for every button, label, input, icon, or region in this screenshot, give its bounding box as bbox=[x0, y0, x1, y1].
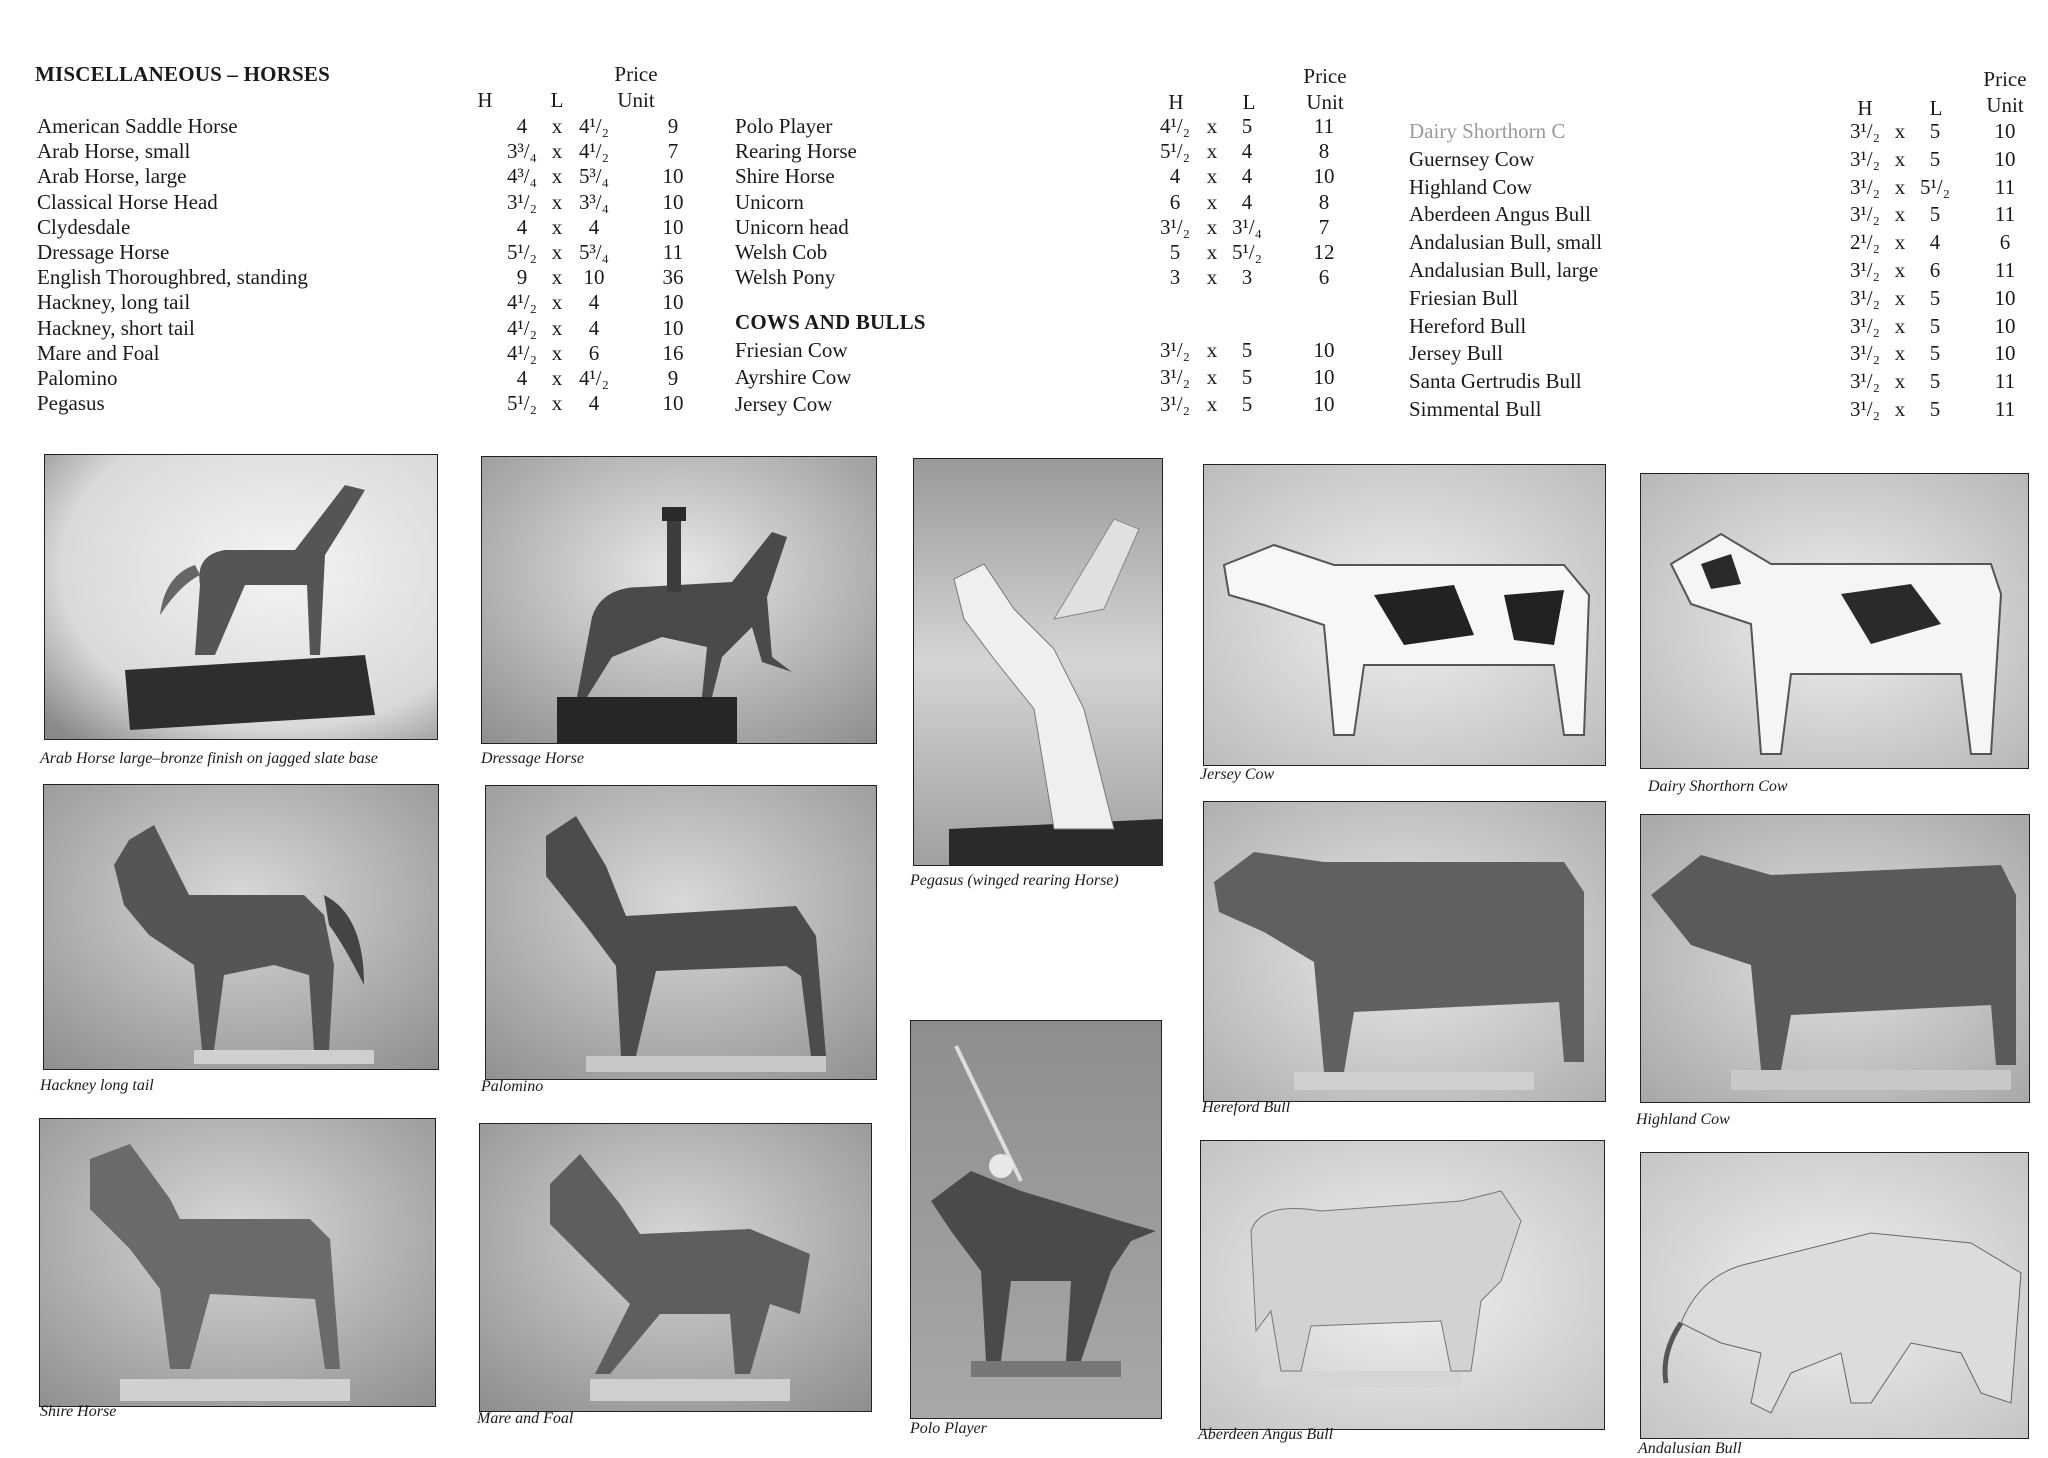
height-value: 3¹/₂ bbox=[1850, 369, 1880, 394]
horses-section-title: MISCELLANEOUS – HORSES bbox=[35, 62, 330, 86]
item-name: Hereford Bull bbox=[1409, 313, 1527, 338]
length-value: 3³/₄ bbox=[579, 189, 609, 214]
item-name: Hackney, short tail bbox=[37, 315, 195, 340]
table-row bbox=[735, 164, 1355, 189]
table-row bbox=[1409, 175, 2039, 200]
item-name: Highland Cow bbox=[1409, 174, 1533, 199]
item-name: Aberdeen Angus Bull bbox=[1409, 202, 1591, 227]
height-value: 3¹/₂ bbox=[1850, 397, 1880, 421]
item-name: Arab Horse, small bbox=[37, 139, 191, 164]
table-row bbox=[37, 215, 717, 240]
caption-shire-horse: Shire Horse bbox=[40, 1403, 117, 1420]
item-name: Hackney, long tail bbox=[37, 290, 191, 315]
length-value: 4 bbox=[1241, 189, 1253, 214]
height-value: 3¹/₂ bbox=[1850, 258, 1880, 282]
height-value: 4 bbox=[1169, 164, 1181, 189]
times-separator: x bbox=[1206, 240, 1218, 264]
h-header-2: H bbox=[1168, 90, 1184, 114]
times-separator: x bbox=[1894, 230, 1906, 255]
photo-highland-cow bbox=[1640, 814, 2030, 1103]
price-value: 12 bbox=[1313, 240, 1335, 264]
caption-highland-cow: Highland Cow bbox=[1636, 1111, 1730, 1128]
item-name: Arab Horse, large bbox=[37, 164, 187, 189]
item-name: Welsh Cob bbox=[735, 240, 828, 264]
height-value: 3¹/₂ bbox=[1160, 392, 1190, 416]
item-name: Unicorn head bbox=[735, 214, 849, 239]
photo-jersey-cow bbox=[1203, 464, 1606, 766]
times-separator: x bbox=[1894, 313, 1906, 338]
height-value: 2¹/₂ bbox=[1850, 230, 1880, 255]
length-value: 6 bbox=[588, 340, 600, 365]
caption-jersey-cow: Jersey Cow bbox=[1200, 766, 1275, 783]
price-value: 6 bbox=[1999, 230, 2011, 255]
table-row bbox=[735, 215, 1355, 240]
height-value: 4¹/₂ bbox=[507, 340, 537, 365]
price-value: 11 bbox=[1994, 369, 2016, 394]
table-row bbox=[735, 190, 1355, 215]
table-row bbox=[37, 316, 717, 341]
times-separator: x bbox=[1894, 369, 1906, 394]
length-value: 5¹/₂ bbox=[1232, 240, 1262, 264]
height-value: 4³/₄ bbox=[507, 164, 537, 189]
length-value: 10 bbox=[583, 265, 605, 290]
item-name: Rearing Horse bbox=[735, 139, 857, 164]
price-value: 10 bbox=[662, 290, 684, 315]
item-name: Pegasus bbox=[37, 391, 105, 416]
item-name: Andalusian Bull, large bbox=[1409, 258, 1599, 282]
times-separator: x bbox=[1894, 174, 1906, 199]
height-value: 3¹/₂ bbox=[1850, 174, 1880, 199]
length-value: 5¹/₂ bbox=[1920, 174, 1950, 199]
times-separator: x bbox=[1206, 392, 1218, 416]
times-separator: x bbox=[1894, 202, 1906, 227]
photo-andalusian-bull bbox=[1640, 1152, 2029, 1439]
table-row bbox=[37, 341, 717, 366]
photo-mare-and-foal bbox=[479, 1123, 872, 1412]
item-name: Unicorn bbox=[735, 189, 804, 214]
item-name: Ayrshire Cow bbox=[735, 365, 852, 389]
height-value: 4¹/₂ bbox=[507, 315, 537, 340]
item-name: Jersey Cow bbox=[735, 392, 833, 416]
price-header: Price bbox=[614, 62, 658, 86]
height-value: 3 bbox=[1169, 265, 1181, 290]
item-name: Mare and Foal bbox=[37, 340, 160, 365]
photo-polo-player bbox=[910, 1020, 1162, 1419]
table-row bbox=[37, 190, 717, 215]
caption-hereford-bull: Hereford Bull bbox=[1202, 1099, 1291, 1116]
item-name: Friesian Cow bbox=[735, 338, 848, 362]
price-value: 6 bbox=[1318, 265, 1330, 290]
times-separator: x bbox=[1206, 139, 1218, 164]
price-value: 9 bbox=[667, 114, 679, 138]
height-value: 4¹/₂ bbox=[1160, 114, 1190, 138]
table-row bbox=[37, 240, 717, 265]
table-row bbox=[735, 265, 1355, 290]
caption-arab-horse: Arab Horse large–bronze finish on jagged slate base bbox=[40, 750, 378, 767]
length-value: 5³/₄ bbox=[579, 164, 609, 189]
table-row bbox=[1409, 314, 2039, 339]
table-row bbox=[735, 392, 1355, 417]
item-name: Andalusian Bull, small bbox=[1409, 230, 1603, 255]
length-value: 5³/₄ bbox=[579, 240, 609, 264]
table-row bbox=[37, 290, 717, 315]
height-value: 4 bbox=[516, 366, 528, 390]
table-row bbox=[1409, 258, 2039, 283]
length-value: 5 bbox=[1241, 365, 1253, 389]
height-value: 3¹/₂ bbox=[1850, 285, 1880, 310]
length-value: 5 bbox=[1929, 146, 1941, 171]
length-value: 4¹/₂ bbox=[579, 366, 609, 390]
table-row bbox=[735, 139, 1355, 164]
table-row bbox=[735, 338, 1355, 363]
price-value: 11 bbox=[1994, 397, 2016, 421]
times-separator: x bbox=[551, 340, 563, 365]
height-value: 3¹/₂ bbox=[1850, 202, 1880, 227]
table-row bbox=[1409, 341, 2039, 366]
item-name: Dressage Horse bbox=[37, 240, 170, 264]
length-value: 3¹/₄ bbox=[1232, 214, 1262, 239]
times-separator: x bbox=[551, 189, 563, 214]
item-name: Palomino bbox=[37, 366, 118, 390]
item-name: Clydesdale bbox=[37, 214, 131, 239]
price-value: 8 bbox=[1318, 189, 1330, 214]
photo-hackney bbox=[43, 784, 439, 1070]
caption-aberdeen-angus-bull: Aberdeen Angus Bull bbox=[1198, 1426, 1334, 1443]
caption-mare-and-foal: Mare and Foal bbox=[477, 1410, 574, 1427]
table-row bbox=[1409, 147, 2039, 172]
times-separator: x bbox=[1206, 189, 1218, 214]
times-separator: x bbox=[1894, 258, 1906, 282]
times-separator: x bbox=[1206, 338, 1218, 362]
price-value: 9 bbox=[667, 366, 679, 390]
times-separator: x bbox=[1206, 265, 1218, 290]
table-row bbox=[37, 114, 717, 139]
length-value: 5 bbox=[1929, 119, 1941, 143]
times-separator: x bbox=[1206, 214, 1218, 239]
height-value: 3¹/₂ bbox=[1160, 365, 1190, 389]
item-name: Polo Player bbox=[735, 114, 833, 138]
price-value: 11 bbox=[662, 240, 684, 264]
times-separator: x bbox=[1894, 341, 1906, 366]
height-value: 5 bbox=[1169, 240, 1181, 264]
length-value: 5 bbox=[1241, 114, 1253, 138]
times-separator: x bbox=[551, 366, 563, 390]
item-name: Jersey Bull bbox=[1409, 341, 1503, 366]
table-row bbox=[735, 240, 1355, 265]
h-header: H bbox=[477, 88, 493, 112]
caption-polo-player: Polo Player bbox=[910, 1420, 987, 1437]
cows-section-title: COWS AND BULLS bbox=[735, 310, 926, 334]
height-value: 3¹/₂ bbox=[1850, 313, 1880, 338]
price-value: 16 bbox=[662, 340, 684, 365]
price-value: 10 bbox=[1994, 146, 2016, 171]
height-value: 4 bbox=[516, 214, 528, 239]
height-value: 3¹/₂ bbox=[1850, 119, 1880, 143]
price-value: 10 bbox=[662, 164, 684, 189]
unit-header-3: Unit bbox=[1986, 93, 2024, 117]
table-row bbox=[1409, 369, 2039, 394]
height-value: 5¹/₂ bbox=[507, 240, 537, 264]
price-value: 8 bbox=[1318, 139, 1330, 164]
length-value: 4 bbox=[1241, 139, 1253, 164]
price-value: 10 bbox=[662, 214, 684, 239]
times-separator: x bbox=[551, 214, 563, 239]
height-value: 5¹/₂ bbox=[1160, 139, 1190, 164]
times-separator: x bbox=[1206, 114, 1218, 138]
length-value: 4 bbox=[588, 290, 600, 315]
table-row bbox=[37, 139, 717, 164]
photo-palomino bbox=[485, 785, 877, 1080]
length-value: 3 bbox=[1241, 265, 1253, 290]
length-value: 5 bbox=[1241, 338, 1253, 362]
price-header-2: Price bbox=[1303, 64, 1347, 88]
photo-dairy-shorthorn-cow bbox=[1640, 473, 2029, 769]
item-name: Classical Horse Head bbox=[37, 189, 218, 214]
photo-hereford-bull bbox=[1203, 801, 1606, 1102]
item-name: English Thoroughbred, standing bbox=[37, 265, 308, 290]
table-row bbox=[1409, 202, 2039, 227]
price-value: 36 bbox=[662, 265, 684, 290]
table-row bbox=[37, 366, 717, 391]
price-value: 7 bbox=[667, 139, 679, 164]
height-value: 6 bbox=[1169, 189, 1181, 214]
times-separator: x bbox=[1894, 119, 1906, 143]
times-separator: x bbox=[551, 139, 563, 164]
l-header-3: L bbox=[1929, 96, 1943, 120]
item-name: Santa Gertrudis Bull bbox=[1409, 369, 1582, 394]
table-row bbox=[1409, 397, 2039, 422]
length-value: 5 bbox=[1929, 285, 1941, 310]
height-value: 9 bbox=[516, 265, 528, 290]
price-value: 10 bbox=[1994, 341, 2016, 366]
photo-aberdeen-angus-bull bbox=[1200, 1140, 1605, 1430]
length-value: 5 bbox=[1241, 392, 1253, 416]
table-row bbox=[735, 114, 1355, 139]
length-value: 5 bbox=[1929, 341, 1941, 366]
length-value: 4¹/₂ bbox=[579, 114, 609, 138]
price-value: 10 bbox=[1313, 164, 1335, 189]
price-value: 11 bbox=[1994, 174, 2016, 199]
length-value: 5 bbox=[1929, 202, 1941, 227]
photo-dressage-horse bbox=[481, 456, 877, 744]
item-name: Welsh Pony bbox=[735, 265, 836, 290]
length-value: 4 bbox=[588, 391, 600, 416]
times-separator: x bbox=[1894, 146, 1906, 171]
times-separator: x bbox=[551, 240, 563, 264]
price-value: 10 bbox=[1994, 119, 2016, 143]
height-value: 4 bbox=[516, 114, 528, 138]
length-value: 4 bbox=[588, 315, 600, 340]
length-value: 4 bbox=[1929, 230, 1941, 255]
table-row bbox=[1409, 119, 2039, 144]
length-value: 6 bbox=[1929, 258, 1941, 282]
price-value: 10 bbox=[662, 315, 684, 340]
height-value: 3¹/₂ bbox=[1160, 214, 1190, 239]
times-separator: x bbox=[1206, 164, 1218, 189]
length-value: 4¹/₂ bbox=[579, 139, 609, 164]
h-header-3: H bbox=[1857, 96, 1873, 120]
height-value: 3³/₄ bbox=[507, 139, 537, 164]
table-row bbox=[37, 391, 717, 416]
length-value: 5 bbox=[1929, 397, 1941, 421]
price-value: 10 bbox=[662, 189, 684, 214]
l-header: L bbox=[550, 88, 564, 112]
price-value: 10 bbox=[662, 391, 684, 416]
times-separator: x bbox=[551, 290, 563, 315]
price-value: 10 bbox=[1994, 285, 2016, 310]
caption-andalusian-bull: Andalusian Bull bbox=[1638, 1440, 1742, 1457]
price-value: 10 bbox=[1313, 365, 1335, 389]
photo-shire-horse bbox=[39, 1118, 436, 1407]
item-name: Shire Horse bbox=[735, 164, 835, 189]
times-separator: x bbox=[551, 315, 563, 340]
times-separator: x bbox=[551, 114, 563, 138]
length-value: 4 bbox=[1241, 164, 1253, 189]
item-name: Friesian Bull bbox=[1409, 285, 1519, 310]
item-name: Guernsey Cow bbox=[1409, 146, 1535, 171]
caption-palomino: Palomino bbox=[481, 1078, 544, 1095]
times-separator: x bbox=[1206, 365, 1218, 389]
caption-dairy-shorthorn-cow: Dairy Shorthorn Cow bbox=[1648, 778, 1788, 795]
price-value: 7 bbox=[1318, 214, 1330, 239]
price-value: 10 bbox=[1313, 338, 1335, 362]
photo-pegasus bbox=[913, 458, 1163, 866]
table-row bbox=[735, 365, 1355, 390]
item-name: American Saddle Horse bbox=[37, 114, 238, 138]
price-value: 11 bbox=[1313, 114, 1335, 138]
unit-header-2: Unit bbox=[1306, 90, 1344, 114]
table-row bbox=[37, 164, 717, 189]
length-value: 5 bbox=[1929, 369, 1941, 394]
unit-header: Unit bbox=[617, 88, 655, 112]
price-value: 10 bbox=[1994, 313, 2016, 338]
price-header-3: Price bbox=[1983, 67, 2027, 91]
times-separator: x bbox=[551, 164, 563, 189]
height-value: 4¹/₂ bbox=[507, 290, 537, 315]
height-value: 5¹/₂ bbox=[507, 391, 537, 416]
times-separator: x bbox=[1894, 397, 1906, 421]
times-separator: x bbox=[551, 391, 563, 416]
height-value: 3¹/₂ bbox=[1850, 341, 1880, 366]
table-row bbox=[1409, 286, 2039, 311]
l-header-2: L bbox=[1242, 90, 1256, 114]
price-value: 11 bbox=[1994, 202, 2016, 227]
photo-arab-horse bbox=[44, 454, 438, 740]
price-value: 10 bbox=[1313, 392, 1335, 416]
height-value: 3¹/₂ bbox=[1850, 146, 1880, 171]
height-value: 3¹/₂ bbox=[1160, 338, 1190, 362]
caption-hackney: Hackney long tail bbox=[40, 1077, 154, 1094]
table-row bbox=[1409, 230, 2039, 255]
item-name: Dairy Shorthorn C bbox=[1409, 119, 1566, 143]
item-name: Simmental Bull bbox=[1409, 397, 1542, 421]
length-value: 4 bbox=[588, 214, 600, 239]
table-row bbox=[37, 265, 717, 290]
caption-pegasus: Pegasus (winged rearing Horse) bbox=[910, 872, 1119, 889]
height-value: 3¹/₂ bbox=[507, 189, 537, 214]
times-separator: x bbox=[551, 265, 563, 290]
price-value: 11 bbox=[1994, 258, 2016, 282]
times-separator: x bbox=[1894, 285, 1906, 310]
length-value: 5 bbox=[1929, 313, 1941, 338]
caption-dressage-horse: Dressage Horse bbox=[481, 750, 584, 767]
